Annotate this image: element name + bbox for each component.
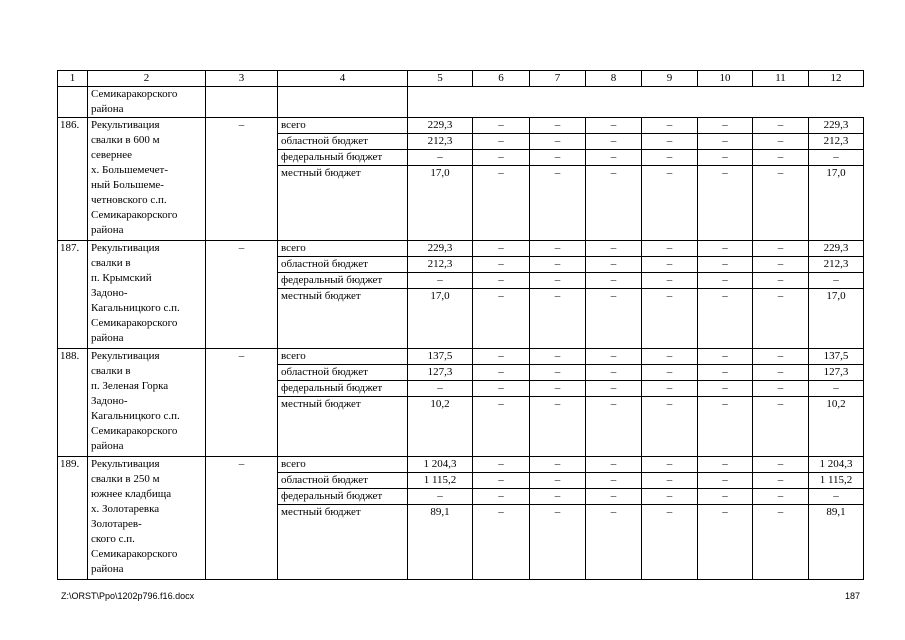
- value-cell: –: [698, 241, 753, 257]
- value-cell: –: [473, 150, 530, 166]
- value-cell: –: [473, 289, 530, 349]
- name-line: Семикаракорского: [91, 548, 178, 560]
- value-cell: –: [753, 273, 809, 289]
- header-cell: 6: [473, 71, 530, 87]
- value-cell: 1 115,2: [408, 473, 473, 489]
- value-cell: –: [753, 365, 809, 381]
- funding-source-cell: областной бюджет: [278, 473, 408, 489]
- value-cell: 1 204,3: [408, 457, 473, 473]
- value-cell: –: [586, 397, 642, 457]
- value-cell: –: [530, 489, 586, 505]
- header-cell: 8: [586, 71, 642, 87]
- entry-name-cell: [88, 87, 206, 118]
- name-line: ный Большеме-: [91, 179, 164, 191]
- value-cell: –: [473, 257, 530, 273]
- value-cell: –: [473, 241, 530, 257]
- value-cell: –: [642, 289, 698, 349]
- funding-source-cell: местный бюджет: [278, 166, 408, 241]
- value-cell: –: [753, 150, 809, 166]
- name-line: п. Зеленая Горка: [91, 380, 169, 392]
- value-cell: –: [530, 457, 586, 473]
- value-cell: –: [586, 505, 642, 580]
- name-line: района: [91, 440, 124, 452]
- value-cell: –: [408, 489, 473, 505]
- funding-source-cell: всего: [278, 118, 408, 134]
- header-cell: 3: [206, 71, 278, 87]
- header-cell: 5: [408, 71, 473, 87]
- value-cell: –: [530, 241, 586, 257]
- header-cell: 11: [753, 71, 809, 87]
- value-cell: –: [698, 166, 753, 241]
- name-line: района: [91, 332, 124, 344]
- name-line: п. Крымский: [91, 272, 152, 284]
- name-line: Задоно-: [91, 287, 128, 299]
- value-cell: –: [586, 381, 642, 397]
- value-cell: –: [473, 381, 530, 397]
- value-cell: –: [586, 134, 642, 150]
- funding-source-cell: местный бюджет: [278, 289, 408, 349]
- value-cell: –: [642, 150, 698, 166]
- funding-source-cell: местный бюджет: [278, 505, 408, 580]
- value-cell: –: [698, 489, 753, 505]
- value-cell: –: [530, 349, 586, 365]
- funding-source-cell: местный бюджет: [278, 397, 408, 457]
- value-cell: 127,3: [408, 365, 473, 381]
- value-cell: 127,3: [809, 365, 864, 381]
- continuation-row: [58, 87, 864, 118]
- table-row: [58, 457, 864, 473]
- entry-name-cell: [88, 457, 206, 580]
- name-line: Рекультивация: [91, 119, 160, 131]
- value-cell: –: [642, 457, 698, 473]
- col3-cell: –: [206, 118, 278, 241]
- value-cell: –: [753, 134, 809, 150]
- funding-source-cell: федеральный бюджет: [278, 150, 408, 166]
- value-cell: 17,0: [408, 166, 473, 241]
- value-cell: –: [809, 489, 864, 505]
- value-cell: 10,2: [809, 397, 864, 457]
- value-cell: –: [586, 489, 642, 505]
- name-line: севернее: [91, 149, 133, 161]
- entry-number-cell: 188.: [58, 349, 88, 457]
- name-line: Кагальницкого с.п.: [91, 302, 180, 314]
- value-cell: 10,2: [408, 397, 473, 457]
- value-cell: –: [473, 457, 530, 473]
- value-cell: –: [698, 505, 753, 580]
- name-line: Семикаракорского: [91, 209, 178, 221]
- entry-name-cell: [88, 241, 206, 349]
- footer-file-path: Z:\ORST\Ppo\1202p796.f16.docx: [61, 591, 195, 601]
- value-cell: –: [586, 457, 642, 473]
- name-line: Семикаракорского: [91, 425, 178, 437]
- header-cell: 9: [642, 71, 698, 87]
- empty-cell: [278, 87, 408, 118]
- value-cell: –: [809, 381, 864, 397]
- header-cell: 10: [698, 71, 753, 87]
- value-cell: –: [698, 273, 753, 289]
- value-cell: 1 204,3: [809, 457, 864, 473]
- entry-number-cell: 186.: [58, 118, 88, 241]
- table-body: [58, 71, 864, 580]
- value-cell: –: [530, 150, 586, 166]
- value-cell: 1 115,2: [809, 473, 864, 489]
- funding-source-cell: всего: [278, 457, 408, 473]
- name-line: х. Золотаревка: [91, 503, 160, 515]
- value-cell: –: [642, 505, 698, 580]
- value-cell: –: [698, 349, 753, 365]
- value-cell: –: [530, 381, 586, 397]
- value-cell: –: [753, 349, 809, 365]
- value-cell: –: [753, 505, 809, 580]
- value-cell: –: [698, 397, 753, 457]
- value-cell: –: [408, 273, 473, 289]
- value-cell: 89,1: [809, 505, 864, 580]
- value-cell: 212,3: [408, 257, 473, 273]
- funding-source-cell: областной бюджет: [278, 365, 408, 381]
- value-cell: –: [473, 166, 530, 241]
- value-cell: –: [530, 257, 586, 273]
- name-line: Рекультивация: [91, 242, 160, 254]
- name-line: х. Большемечет-: [91, 164, 168, 176]
- funding-source-cell: всего: [278, 349, 408, 365]
- value-cell: 212,3: [408, 134, 473, 150]
- value-cell: –: [753, 381, 809, 397]
- value-cell: –: [473, 397, 530, 457]
- footer-page-number: 187: [844, 591, 860, 601]
- table-row: [58, 241, 864, 257]
- value-cell: 212,3: [809, 134, 864, 150]
- value-cell: –: [586, 289, 642, 349]
- header-row: [58, 71, 864, 87]
- name-line: Золотарев-: [91, 518, 142, 530]
- name-line: района: [91, 563, 124, 575]
- value-cell: –: [586, 166, 642, 241]
- value-cell: –: [473, 473, 530, 489]
- value-cell: –: [586, 257, 642, 273]
- value-cell: –: [698, 289, 753, 349]
- header-cell: 1: [58, 71, 88, 87]
- value-cell: –: [473, 134, 530, 150]
- value-cell: 229,3: [408, 118, 473, 134]
- value-cell: –: [530, 473, 586, 489]
- value-cell: –: [753, 118, 809, 134]
- value-cell: –: [642, 489, 698, 505]
- value-cell: –: [698, 365, 753, 381]
- entry-number-cell: 189.: [58, 457, 88, 580]
- value-cell: –: [530, 397, 586, 457]
- name-line: Семикаракорского: [91, 317, 178, 329]
- value-cell: 137,5: [408, 349, 473, 365]
- value-cell: –: [642, 473, 698, 489]
- value-cell: –: [586, 150, 642, 166]
- header-cell: 4: [278, 71, 408, 87]
- value-cell: –: [753, 289, 809, 349]
- value-cell: –: [642, 241, 698, 257]
- name-line: Рекультивация: [91, 458, 160, 470]
- value-cell: –: [473, 349, 530, 365]
- name-line: ского с.п.: [91, 533, 135, 545]
- value-cell: –: [473, 273, 530, 289]
- name-line: Семикаракорского: [91, 88, 178, 100]
- blank-area: [408, 87, 864, 118]
- value-cell: –: [753, 457, 809, 473]
- value-cell: –: [642, 166, 698, 241]
- name-line: южнее кладбища: [91, 488, 172, 500]
- name-line: свалки в: [91, 365, 131, 377]
- value-cell: –: [530, 365, 586, 381]
- col3-cell: –: [206, 457, 278, 580]
- value-cell: –: [642, 381, 698, 397]
- value-cell: –: [586, 273, 642, 289]
- value-cell: –: [642, 134, 698, 150]
- value-cell: 212,3: [809, 257, 864, 273]
- value-cell: –: [698, 457, 753, 473]
- col3-cell: –: [206, 241, 278, 349]
- value-cell: –: [473, 365, 530, 381]
- value-cell: –: [753, 397, 809, 457]
- value-cell: –: [530, 273, 586, 289]
- value-cell: –: [698, 381, 753, 397]
- name-line: района: [91, 224, 124, 236]
- value-cell: –: [753, 241, 809, 257]
- funding-source-cell: областной бюджет: [278, 134, 408, 150]
- empty-cell: [206, 87, 278, 118]
- name-line: Рекультивация: [91, 350, 160, 362]
- value-cell: –: [698, 473, 753, 489]
- value-cell: –: [408, 381, 473, 397]
- value-cell: –: [473, 118, 530, 134]
- value-cell: –: [698, 150, 753, 166]
- entry-name-cell: [88, 118, 206, 241]
- value-cell: 229,3: [809, 241, 864, 257]
- name-line: свалки в 250 м: [91, 473, 160, 485]
- col3-cell: –: [206, 349, 278, 457]
- value-cell: –: [530, 118, 586, 134]
- value-cell: –: [642, 273, 698, 289]
- value-cell: –: [698, 118, 753, 134]
- value-cell: –: [753, 473, 809, 489]
- value-cell: –: [586, 365, 642, 381]
- value-cell: 229,3: [809, 118, 864, 134]
- funding-source-cell: федеральный бюджет: [278, 273, 408, 289]
- name-line: свалки в 600 м: [91, 134, 160, 146]
- entry-name-cell: [88, 349, 206, 457]
- funding-source-cell: федеральный бюджет: [278, 381, 408, 397]
- funding-source-cell: всего: [278, 241, 408, 257]
- value-cell: –: [408, 150, 473, 166]
- value-cell: –: [642, 118, 698, 134]
- funding-source-cell: областной бюджет: [278, 257, 408, 273]
- value-cell: –: [473, 489, 530, 505]
- entry-number-cell: 187.: [58, 241, 88, 349]
- value-cell: –: [473, 505, 530, 580]
- budget-table: [57, 70, 864, 580]
- table-row: [58, 118, 864, 134]
- header-cell: 7: [530, 71, 586, 87]
- value-cell: –: [530, 166, 586, 241]
- value-cell: –: [642, 349, 698, 365]
- name-line: Задоно-: [91, 395, 128, 407]
- table-row: [58, 349, 864, 365]
- value-cell: –: [698, 257, 753, 273]
- value-cell: –: [530, 505, 586, 580]
- value-cell: 89,1: [408, 505, 473, 580]
- value-cell: 17,0: [408, 289, 473, 349]
- value-cell: –: [586, 349, 642, 365]
- value-cell: –: [753, 257, 809, 273]
- value-cell: –: [586, 473, 642, 489]
- value-cell: –: [586, 241, 642, 257]
- value-cell: –: [809, 150, 864, 166]
- name-line: четновского с.п.: [91, 194, 167, 206]
- name-line: свалки в: [91, 257, 131, 269]
- value-cell: –: [530, 289, 586, 349]
- value-cell: 229,3: [408, 241, 473, 257]
- value-cell: –: [642, 365, 698, 381]
- value-cell: 17,0: [809, 289, 864, 349]
- name-line: Кагальницкого с.п.: [91, 410, 180, 422]
- header-cell: 12: [809, 71, 864, 87]
- funding-source-cell: федеральный бюджет: [278, 489, 408, 505]
- value-cell: –: [809, 273, 864, 289]
- value-cell: –: [530, 134, 586, 150]
- value-cell: –: [642, 257, 698, 273]
- empty-cell: [58, 87, 88, 118]
- value-cell: 17,0: [809, 166, 864, 241]
- value-cell: –: [753, 489, 809, 505]
- value-cell: –: [642, 397, 698, 457]
- value-cell: 137,5: [809, 349, 864, 365]
- name-line: района: [91, 103, 124, 115]
- value-cell: –: [698, 134, 753, 150]
- header-cell: 2: [88, 71, 206, 87]
- value-cell: –: [753, 166, 809, 241]
- value-cell: –: [586, 118, 642, 134]
